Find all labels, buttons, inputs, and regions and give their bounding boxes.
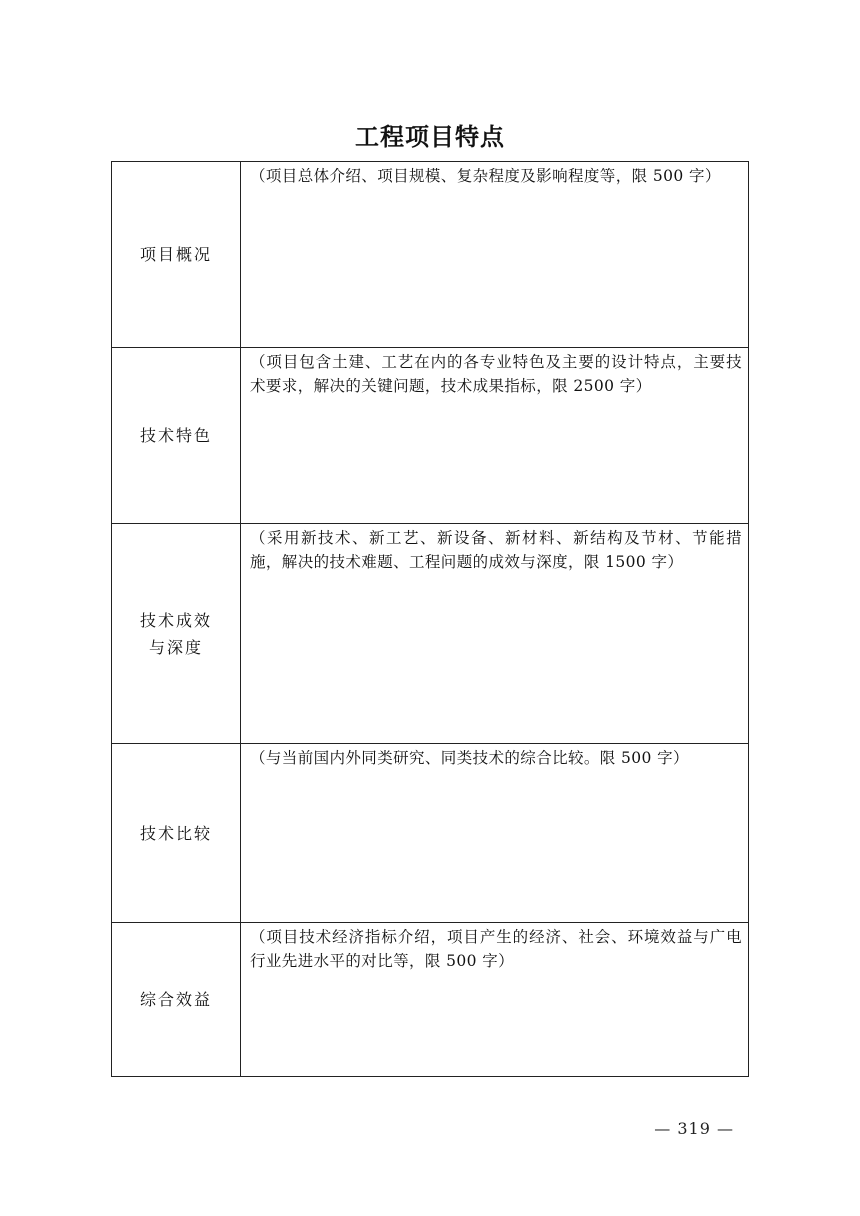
table-row (112, 524, 749, 744)
table-row (112, 744, 749, 923)
row-label-tech-features: 技术特色 (112, 348, 241, 524)
row-label-overview: 项目概况 (112, 162, 241, 348)
content-field-tech-features[interactable] (241, 348, 749, 524)
field-instruction: （项目总体介绍、项目规模、复杂程度及影响程度等，限 500 字） (250, 167, 721, 185)
field-instruction: （项目技术经济指标介绍，项目产生的经济、社会、环境效益与广电行业先进水平的对比等，限 500 字） (250, 928, 742, 970)
table-row (112, 348, 749, 524)
page-title: 工程项目特点 (355, 123, 505, 151)
field-instruction: （采用新技术、新工艺、新设备、新材料、新结构及节材、节能措施，解决的技术难题、工程问题的成效与深度，限 1500 字） (250, 529, 742, 571)
row-label-benefits: 综合效益 (112, 923, 241, 1077)
row-label-tech-effect (112, 524, 241, 744)
project-features-table (111, 161, 749, 1077)
table-row (112, 162, 749, 348)
table-row (112, 923, 749, 1077)
row-label-tech-comparison: 技术比较 (112, 744, 241, 923)
row-label-text: 技术成效与深度 (140, 610, 213, 657)
content-field-overview[interactable] (241, 162, 749, 348)
field-instruction: （项目包含土建、工艺在内的各专业特色及主要的设计特点，主要技术要求，解决的关键问题，技术成果指标，限 2500 字） (250, 353, 742, 395)
content-field-tech-comparison[interactable] (241, 744, 749, 923)
field-instruction: （与当前国内外同类研究、同类技术的综合比较。限 500 字） (250, 749, 689, 767)
content-field-benefits[interactable] (241, 923, 749, 1077)
page-number: — 319 — (654, 1119, 734, 1138)
content-field-tech-effect[interactable] (241, 524, 749, 744)
